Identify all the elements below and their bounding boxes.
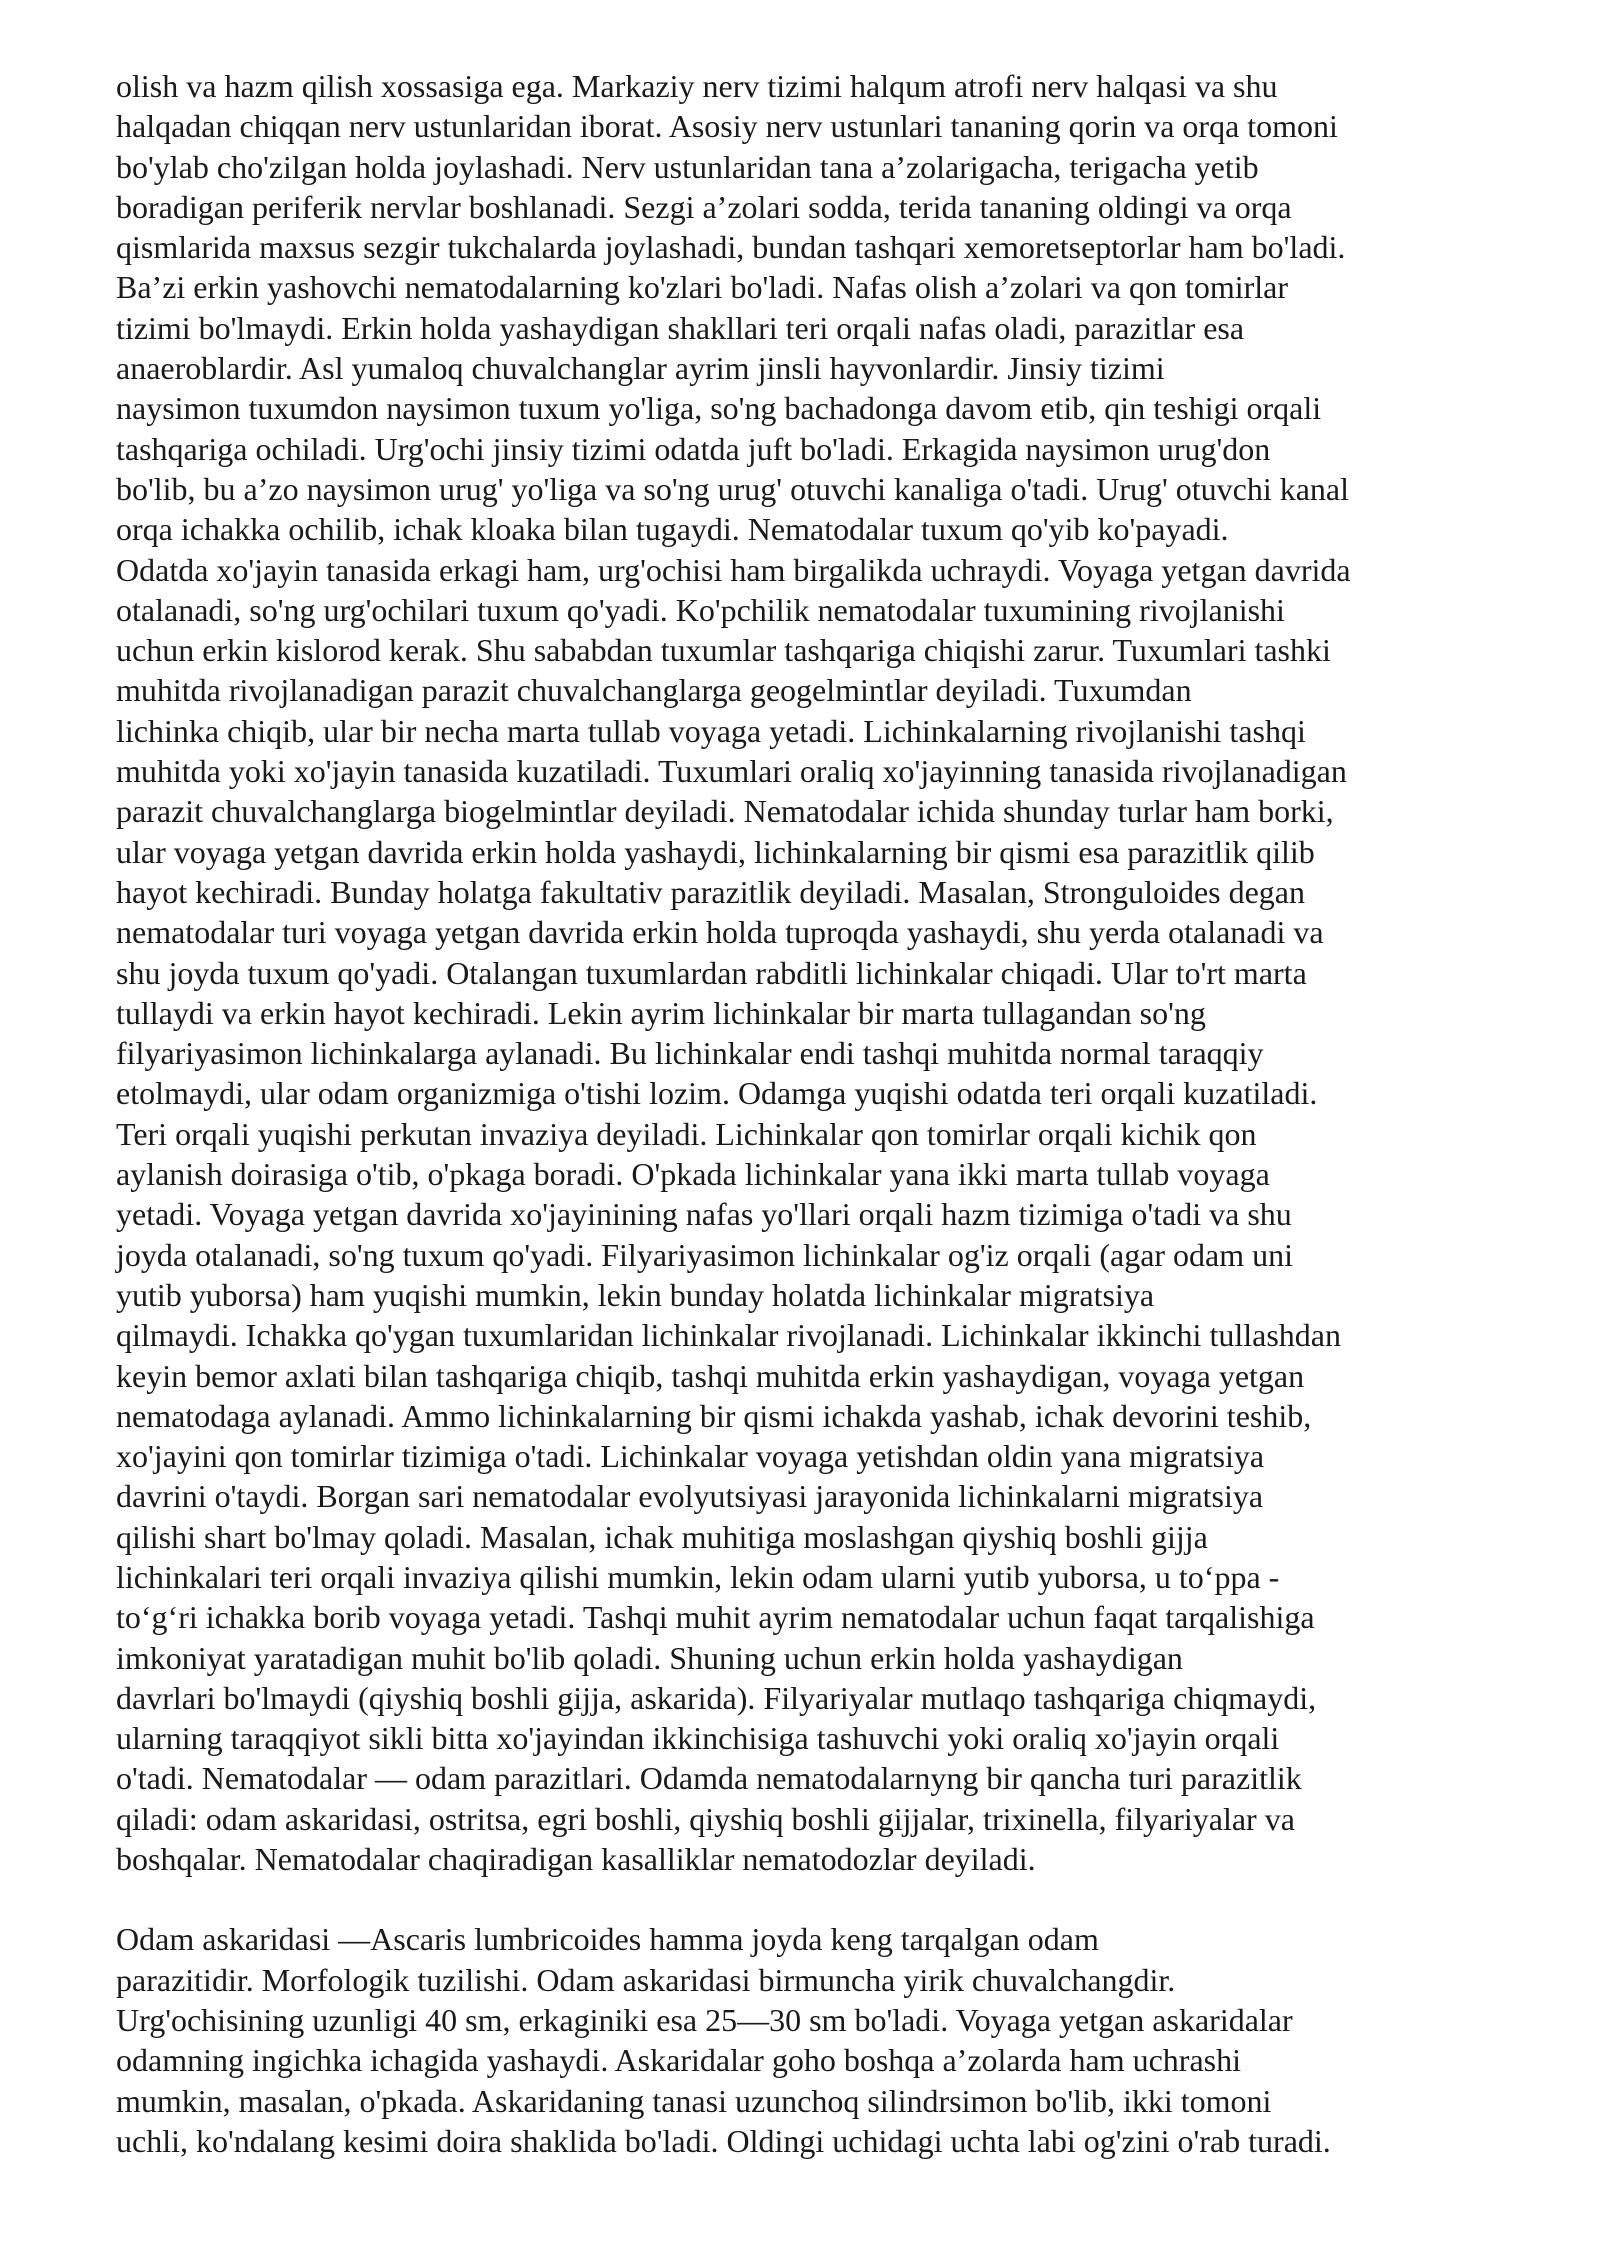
text-line: lichinkalari teri orqali invaziya qilishi mumkin, lekin odam ularni yutib yuborsa, u to‘ppa -	[116, 1558, 1280, 1595]
text-line: imkoniyat yaratadigan muhit bo'lib qoladi. Shuning uchun erkin holda yashaydigan	[116, 1639, 1183, 1676]
text-line: olish va hazm qilish xossasiga ega. Markaziy nerv tizimi halqum atrofi nerv halqasi va shu	[116, 68, 1278, 104]
text-line: qismlarida maxsus sezgir tukchalarda joylashadi, bundan tashqari xemoretseptorlar ham bo'ladi.	[116, 229, 1346, 266]
text-line: etolmaydi, ular odam organizmiga o'tishi lozim. Odamga yuqishi odatda teri orqali kuzatiladi.	[116, 1075, 1318, 1112]
text-line: yetadi. Voyaga yetgan davrida xo'jayinining nafas yo'llari orqali hazm tizimiga o'tadi va shu	[116, 1196, 1292, 1233]
text-line: lichinka chiqib, ular bir necha marta tullab voyaga yetadi. Lichinkalarning rivojlanishi tashqi	[116, 712, 1306, 749]
text-line: muhitda rivojlanadigan parazit chuvalchanglarga geogelmintlar deyiladi. Tuxumdan	[116, 672, 1192, 709]
text-line: otalanadi, so'ng urg'ochilari tuxum qo'yadi. Ko'pchilik nematodalar tuxumining rivojlanishi	[116, 591, 1285, 628]
text-line: uchun erkin kislorod kerak. Shu sababdan tuxumlar tashqariga chiqishi zarur. Tuxumlari tashki	[116, 632, 1331, 669]
text-line: uchli, ko'ndalang kesimi doira shaklida bo'ladi. Oldingi uchidagi uchta labi og'zini o'rab turadi.	[116, 2122, 1331, 2159]
text-line: qilishi shart bo'lmay qoladi. Masalan, ichak muhitiga moslashgan qiyshiq boshli gijja	[116, 1518, 1208, 1555]
text-line: ular voyaga yetgan davrida erkin holda yashaydi, lichinkalarning bir qismi esa parazitlik qilib	[116, 833, 1315, 870]
text-line: joyda otalanadi, so'ng tuxum qo'yadi. Filyariyasimon lichinkalar og'iz orqali (agar odam uni	[116, 1236, 1294, 1273]
text-line: aylanish doirasiga o'tib, o'pkaga boradi. O'pkada lichinkalar yana ikki marta tullab voyaga	[116, 1156, 1270, 1193]
text-line: boshqalar. Nematodalar chaqiradigan kasalliklar nematodozlar deyiladi.	[116, 1841, 1036, 1878]
text-line: parazit chuvalchanglarga biogelmintlar deyiladi. Nematodalar ichida shunday turlar ham borki,	[116, 793, 1334, 830]
text-line: o'tadi. Nematodalar — odam parazitlari. Odamda nematodalarnyng bir qancha turi parazitlik	[116, 1760, 1302, 1797]
text-line: Ba’zi erkin yashovchi nematodalarning ko'zlari bo'ladi. Nafas olish a’zolari va qon tomirlar	[116, 269, 1289, 306]
text-line: anaeroblardir. Asl yumaloq chuvalchanglar ayrim jinsli hayvonlardir. Jinsiy tizimi	[116, 350, 1165, 387]
text-line: Teri orqali yuqishi perkutan invaziya deyiladi. Lichinkalar qon tomirlar orqali kichik qon	[116, 1115, 1257, 1152]
text-line: muhitda yoki xo'jayin tanasida kuzatiladi. Tuxumlari oraliq xo'jayinning tanasida rivojlanadigan	[116, 753, 1347, 790]
text-line: hayot kechiradi. Bunday holatga fakultativ parazitlik deyiladi. Masalan, Stronguloides degan	[116, 873, 1305, 910]
text-line: odamning ingichka ichagida yashaydi. Askaridalar goho boshqa a’zolarda ham uchrashi	[116, 2042, 1241, 2079]
text-line: tullaydi va erkin hayot kechiradi. Lekin ayrim lichinkalar bir marta tullagandan so'ng	[116, 994, 1206, 1031]
text-line: filyariyasimon lichinkalarga aylanadi. Bu lichinkalar endi tashqi muhitda normal taraqqiy	[116, 1035, 1264, 1072]
text-line: bo'ylab cho'zilgan holda joylashadi. Nerv ustunlaridan tana a’zolarigacha, terigacha yetib	[116, 148, 1259, 185]
paragraph-gap	[116, 1879, 1526, 1919]
text-line: halqadan chiqqan nerv ustunlaridan iborat. Asosiy nerv ustunlari tananing qorin va orqa tomoni	[116, 108, 1338, 145]
text-line: boradigan periferik nervlar boshlanadi. Sezgi a’zolari sodda, terida tananing oldingi va orqa	[116, 188, 1292, 225]
text-line: yutib yuborsa) ham yuqishi mumkin, lekin bunday holatda lichinkalar migratsiya	[116, 1276, 1155, 1313]
text-line: nematodaga aylanadi. Ammo lichinkalarning bir qismi ichakda yashab, ichak devorini teshib,	[116, 1397, 1312, 1434]
text-line: parazitidir. Morfologik tuzilishi. Odam askaridasi birmuncha yirik chuvalchangdir.	[116, 1961, 1176, 1998]
text-line: davrlari bo'lmaydi (qiyshiq boshli gijja, askarida). Filyariyalar mutlaqo tashqariga chiqmaydi,	[116, 1679, 1317, 1716]
text-line: ularning taraqqiyot sikli bitta xo'jayindan ikkinchisiga tashuvchi yoki oraliq xo'jayin orqali	[116, 1720, 1280, 1757]
text-line: keyin bemor axlati bilan tashqariga chiqib, tashqi muhitda erkin yashaydigan, voyaga yetgan	[116, 1357, 1305, 1394]
text-line: Odam askaridasi —Ascaris lumbricoides hamma joyda keng tarqalgan odam	[116, 1921, 1099, 1958]
document-page	[116, 66, 1526, 2161]
text-line: orqa ichakka ochilib, ichak kloaka bilan tugaydi. Nematodalar tuxum qo'yib ko'payadi.	[116, 511, 1229, 548]
text-line: shu joyda tuxum qo'yadi. Otalangan tuxumlardan rabditli lichinkalar chiqadi. Ular to'rt marta	[116, 954, 1307, 991]
text-line: xo'jayini qon tomirlar tizimiga o'tadi. Lichinkalar voyaga yetishdan oldin yana migratsiya	[116, 1438, 1265, 1475]
text-line: to‘g‘ri ichakka borib voyaga yetadi. Tashqi muhit ayrim nematodalar uchun faqat tarqalishiga	[116, 1599, 1315, 1636]
text-line: bo'lib, bu a’zo naysimon urug' yo'liga va so'ng urug' otuvchi kanaliga o'tadi. Urug' otuvchi kanal	[116, 470, 1349, 507]
text-line: tashqariga ochiladi. Urg'ochi jinsiy tizimi odatda juft bo'ladi. Erkagida naysimon urug'don	[116, 430, 1271, 467]
text-line: Odatda xo'jayin tanasida erkagi ham, urg'ochisi ham birgalikda uchraydi. Voyaga yetgan davrida	[116, 551, 1351, 588]
text-line: mumkin, masalan, o'pkada. Askaridaning tanasi uzunchoq silindrsimon bo'lib, ikki tomoni	[116, 2082, 1272, 2119]
text-line: naysimon tuxumdon naysimon tuxum yo'liga, so'ng bachadonga davom etib, qin teshigi orqali	[116, 390, 1322, 427]
text-line: davrini o'taydi. Borgan sari nematodalar evolyutsiyasi jarayonida lichinkalarni migratsiya	[116, 1478, 1264, 1515]
paragraph-ascaris	[116, 1919, 1526, 2161]
text-line: qilmaydi. Ichakka qo'ygan tuxumlaridan lichinkalar rivojlanadi. Lichinkalar ikkinchi tullashdan	[116, 1317, 1341, 1354]
paragraph-nematoda-biology	[116, 66, 1526, 1879]
text-line: nematodalar turi voyaga yetgan davrida erkin holda tuproqda yashaydi, shu yerda otalanadi va	[116, 914, 1324, 951]
text-line: tizimi bo'lmaydi. Erkin holda yashaydigan shakllari teri orqali nafas oladi, parazitlar esa	[116, 309, 1245, 346]
text-line: qiladi: odam askaridasi, ostritsa, egri boshli, qiyshiq boshli gijjalar, trixinella, filyariyalar va	[116, 1800, 1295, 1837]
text-line: Urg'ochisining uzunligi 40 sm, erkaginiki esa 25—30 sm bo'ladi. Voyaga yetgan askaridalar	[116, 2001, 1293, 2038]
